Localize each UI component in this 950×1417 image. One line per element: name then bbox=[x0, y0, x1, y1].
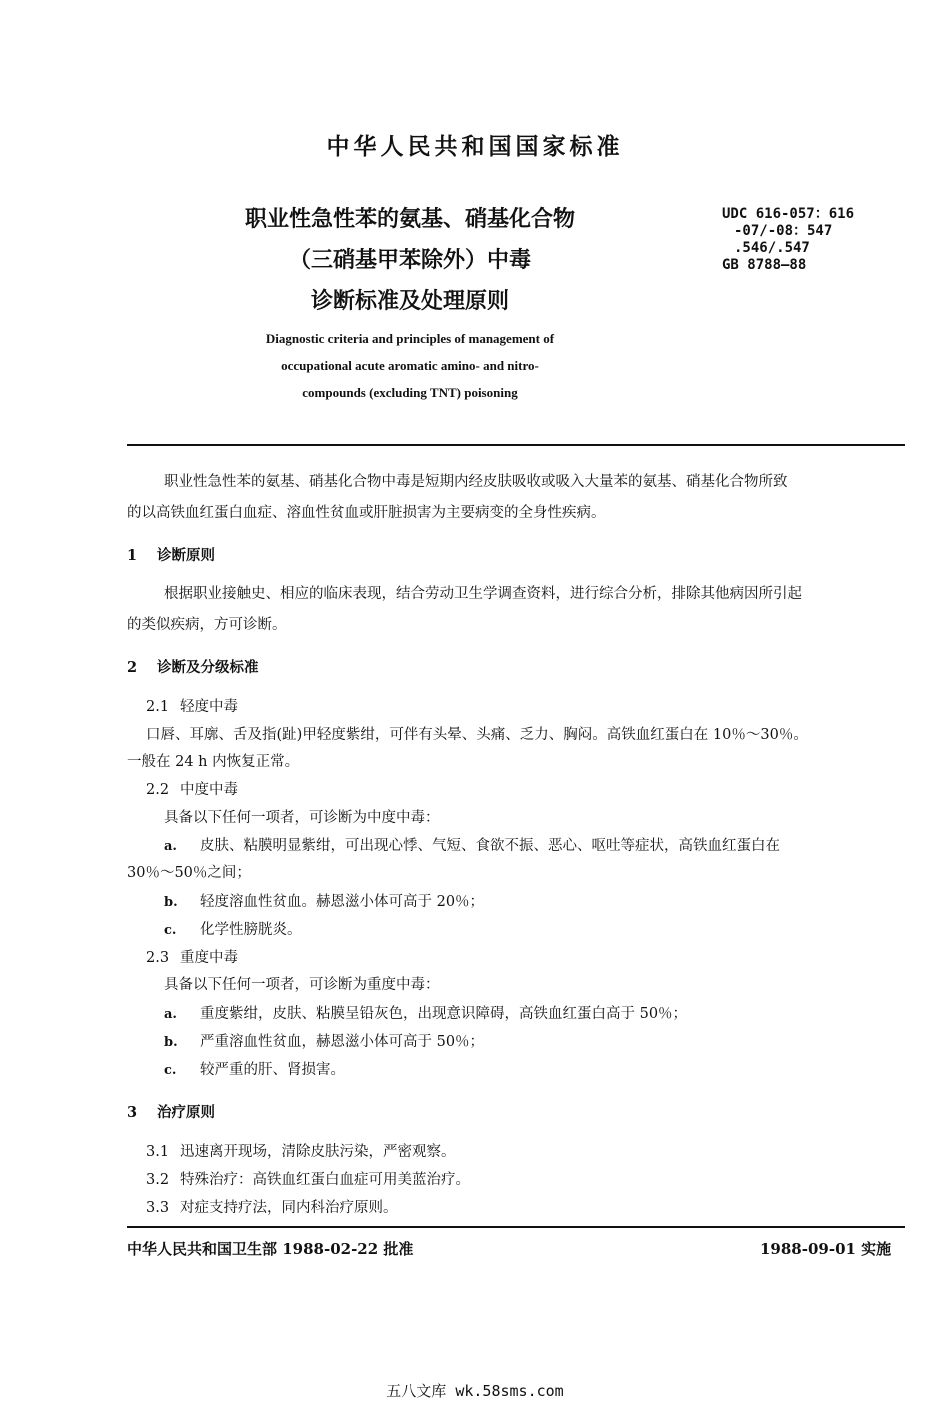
item-c-label: c. bbox=[164, 923, 177, 938]
item-a-text: 皮肤、粘膜明显紫绀，可出现心悸、气短、食欲不振、恶心、呕吐等症状，高铁血红蛋白在 bbox=[200, 838, 780, 854]
english-title-line-3: compounds (excluding TNT) poisoning bbox=[302, 385, 518, 400]
subsection-2-2-item-a bbox=[164, 836, 780, 857]
item-a-text: 重度紫绀，皮肤、粘膜呈铅灰色，出现意识障碍，高铁血红蛋白高于 50％； bbox=[200, 1006, 688, 1022]
subsection-2-2-item-a-cont: 30％～50％之间； bbox=[127, 865, 251, 881]
subsection-2-3-title: 重度中毒 bbox=[180, 950, 238, 966]
section-3-title: 治疗原则 bbox=[157, 1104, 215, 1121]
footer-rule bbox=[127, 1226, 905, 1228]
udc-line-1: UDC 616-057：616 bbox=[722, 206, 855, 222]
subsection-2-2-heading bbox=[146, 780, 238, 800]
udc-line-3: .546/.547 bbox=[734, 240, 810, 256]
section-1-number: 1 bbox=[127, 547, 138, 564]
title-line-2: （三硝基甲苯除外）中毒 bbox=[288, 247, 531, 273]
section-1-line-1: 根据职业接触史、相应的临床表现，结合劳动卫生学调查资料，进行综合分析，排除其他病因所引起 bbox=[164, 586, 802, 602]
section-3-number: 3 bbox=[127, 1104, 138, 1121]
subsection-2-1-line-2: 一般在 24 h 内恢复正常。 bbox=[127, 754, 300, 770]
item-text: 迅速离开现场，清除皮肤污染，严密观察。 bbox=[180, 1144, 456, 1160]
item-number: 3.2 bbox=[146, 1172, 170, 1188]
section-2-title: 诊断及分级标准 bbox=[157, 659, 259, 676]
section-2-heading bbox=[127, 656, 259, 677]
subsection-2-3-heading bbox=[146, 948, 238, 968]
approval-line: 中华人民共和国卫生部 1988-02-22 批准 bbox=[127, 1240, 414, 1258]
subsection-2-3-item-a bbox=[164, 1004, 687, 1025]
english-title-line-1: Diagnostic criteria and principles of management of bbox=[265, 331, 555, 346]
intro-line-2: 的以高铁血红蛋白血症、溶血性贫血或肝脏损害为主要病变的全身性疾病。 bbox=[127, 505, 606, 521]
subsection-2-3-item-b bbox=[164, 1032, 484, 1053]
subsection-2-1-title: 轻度中毒 bbox=[180, 699, 238, 715]
item-b-label: b. bbox=[164, 895, 178, 910]
item-a-label: a. bbox=[164, 1007, 177, 1022]
subsection-2-2-number: 2.2 bbox=[146, 782, 170, 798]
title-line-3: 诊断标准及处理原则 bbox=[310, 288, 509, 314]
subsection-2-1-line-1: 口唇、耳廓、舌及指(趾)甲轻度紫绀，可伴有头晕、头痛、乏力、胸闷。高铁血红蛋白在 10％～30％。 bbox=[146, 727, 808, 743]
watermark-text: 五八文库 wk.58sms.com bbox=[386, 1382, 564, 1400]
subsection-2-3-item-c bbox=[164, 1060, 345, 1081]
section-2-number: 2 bbox=[127, 659, 138, 676]
gb-number: GB 8788—88 bbox=[722, 257, 807, 273]
subsection-2-2-lead: 具备以下任何一项者，可诊断为中度中毒： bbox=[164, 810, 440, 826]
item-number: 3.1 bbox=[146, 1144, 170, 1160]
item-a-label: a. bbox=[164, 839, 177, 854]
english-title-line-2: occupational acute aromatic amino- and nitro- bbox=[281, 358, 539, 373]
item-c-label: c. bbox=[164, 1063, 177, 1078]
subsection-2-2-item-b bbox=[164, 892, 484, 913]
intro-line-1: 职业性急性苯的氨基、硝基化合物中毒是短期内经皮肤吸收或吸入大量苯的氨基、硝基化合物所致 bbox=[164, 474, 788, 490]
implementation-date: 1988-09-01 实施 bbox=[760, 1240, 892, 1258]
subsection-2-3-number: 2.3 bbox=[146, 950, 170, 966]
item-number: 3.3 bbox=[146, 1200, 170, 1216]
item-text: 对症支持疗法，同内科治疗原则。 bbox=[180, 1200, 398, 1216]
standard-name: 中华人民共和国国家标准 bbox=[326, 133, 624, 160]
item-text: 特殊治疗：高铁血红蛋白血症可用美蓝治疗。 bbox=[180, 1172, 470, 1188]
section-3-heading bbox=[127, 1101, 215, 1122]
subsection-2-3-lead: 具备以下任何一项者，可诊断为重度中毒： bbox=[164, 977, 440, 993]
subsection-2-2-title: 中度中毒 bbox=[180, 782, 238, 798]
section-1-line-2: 的类似疾病，方可诊断。 bbox=[127, 617, 287, 633]
section-3-item-1 bbox=[146, 1142, 456, 1162]
section-3-item-2 bbox=[146, 1170, 470, 1190]
udc-line-2: -07/-08：547 bbox=[734, 223, 833, 239]
item-b-label: b. bbox=[164, 1035, 178, 1050]
section-1-title: 诊断原则 bbox=[157, 547, 215, 564]
section-3-item-3 bbox=[146, 1198, 398, 1218]
item-b-text: 轻度溶血性贫血。赫恩滋小体可高于 20％； bbox=[200, 894, 485, 910]
item-c-text: 较严重的肝、肾损害。 bbox=[200, 1062, 345, 1078]
header-rule bbox=[127, 444, 905, 446]
item-b-text: 严重溶血性贫血，赫恩滋小体可高于 50％； bbox=[200, 1034, 485, 1050]
subsection-2-2-item-c bbox=[164, 920, 302, 941]
subsection-2-1-heading bbox=[146, 697, 238, 717]
item-c-text: 化学性膀胱炎。 bbox=[200, 922, 302, 938]
section-1-heading bbox=[127, 544, 215, 565]
subsection-2-1-number: 2.1 bbox=[146, 699, 170, 715]
title-line-1: 职业性急性苯的氨基、硝基化合物 bbox=[244, 206, 575, 232]
